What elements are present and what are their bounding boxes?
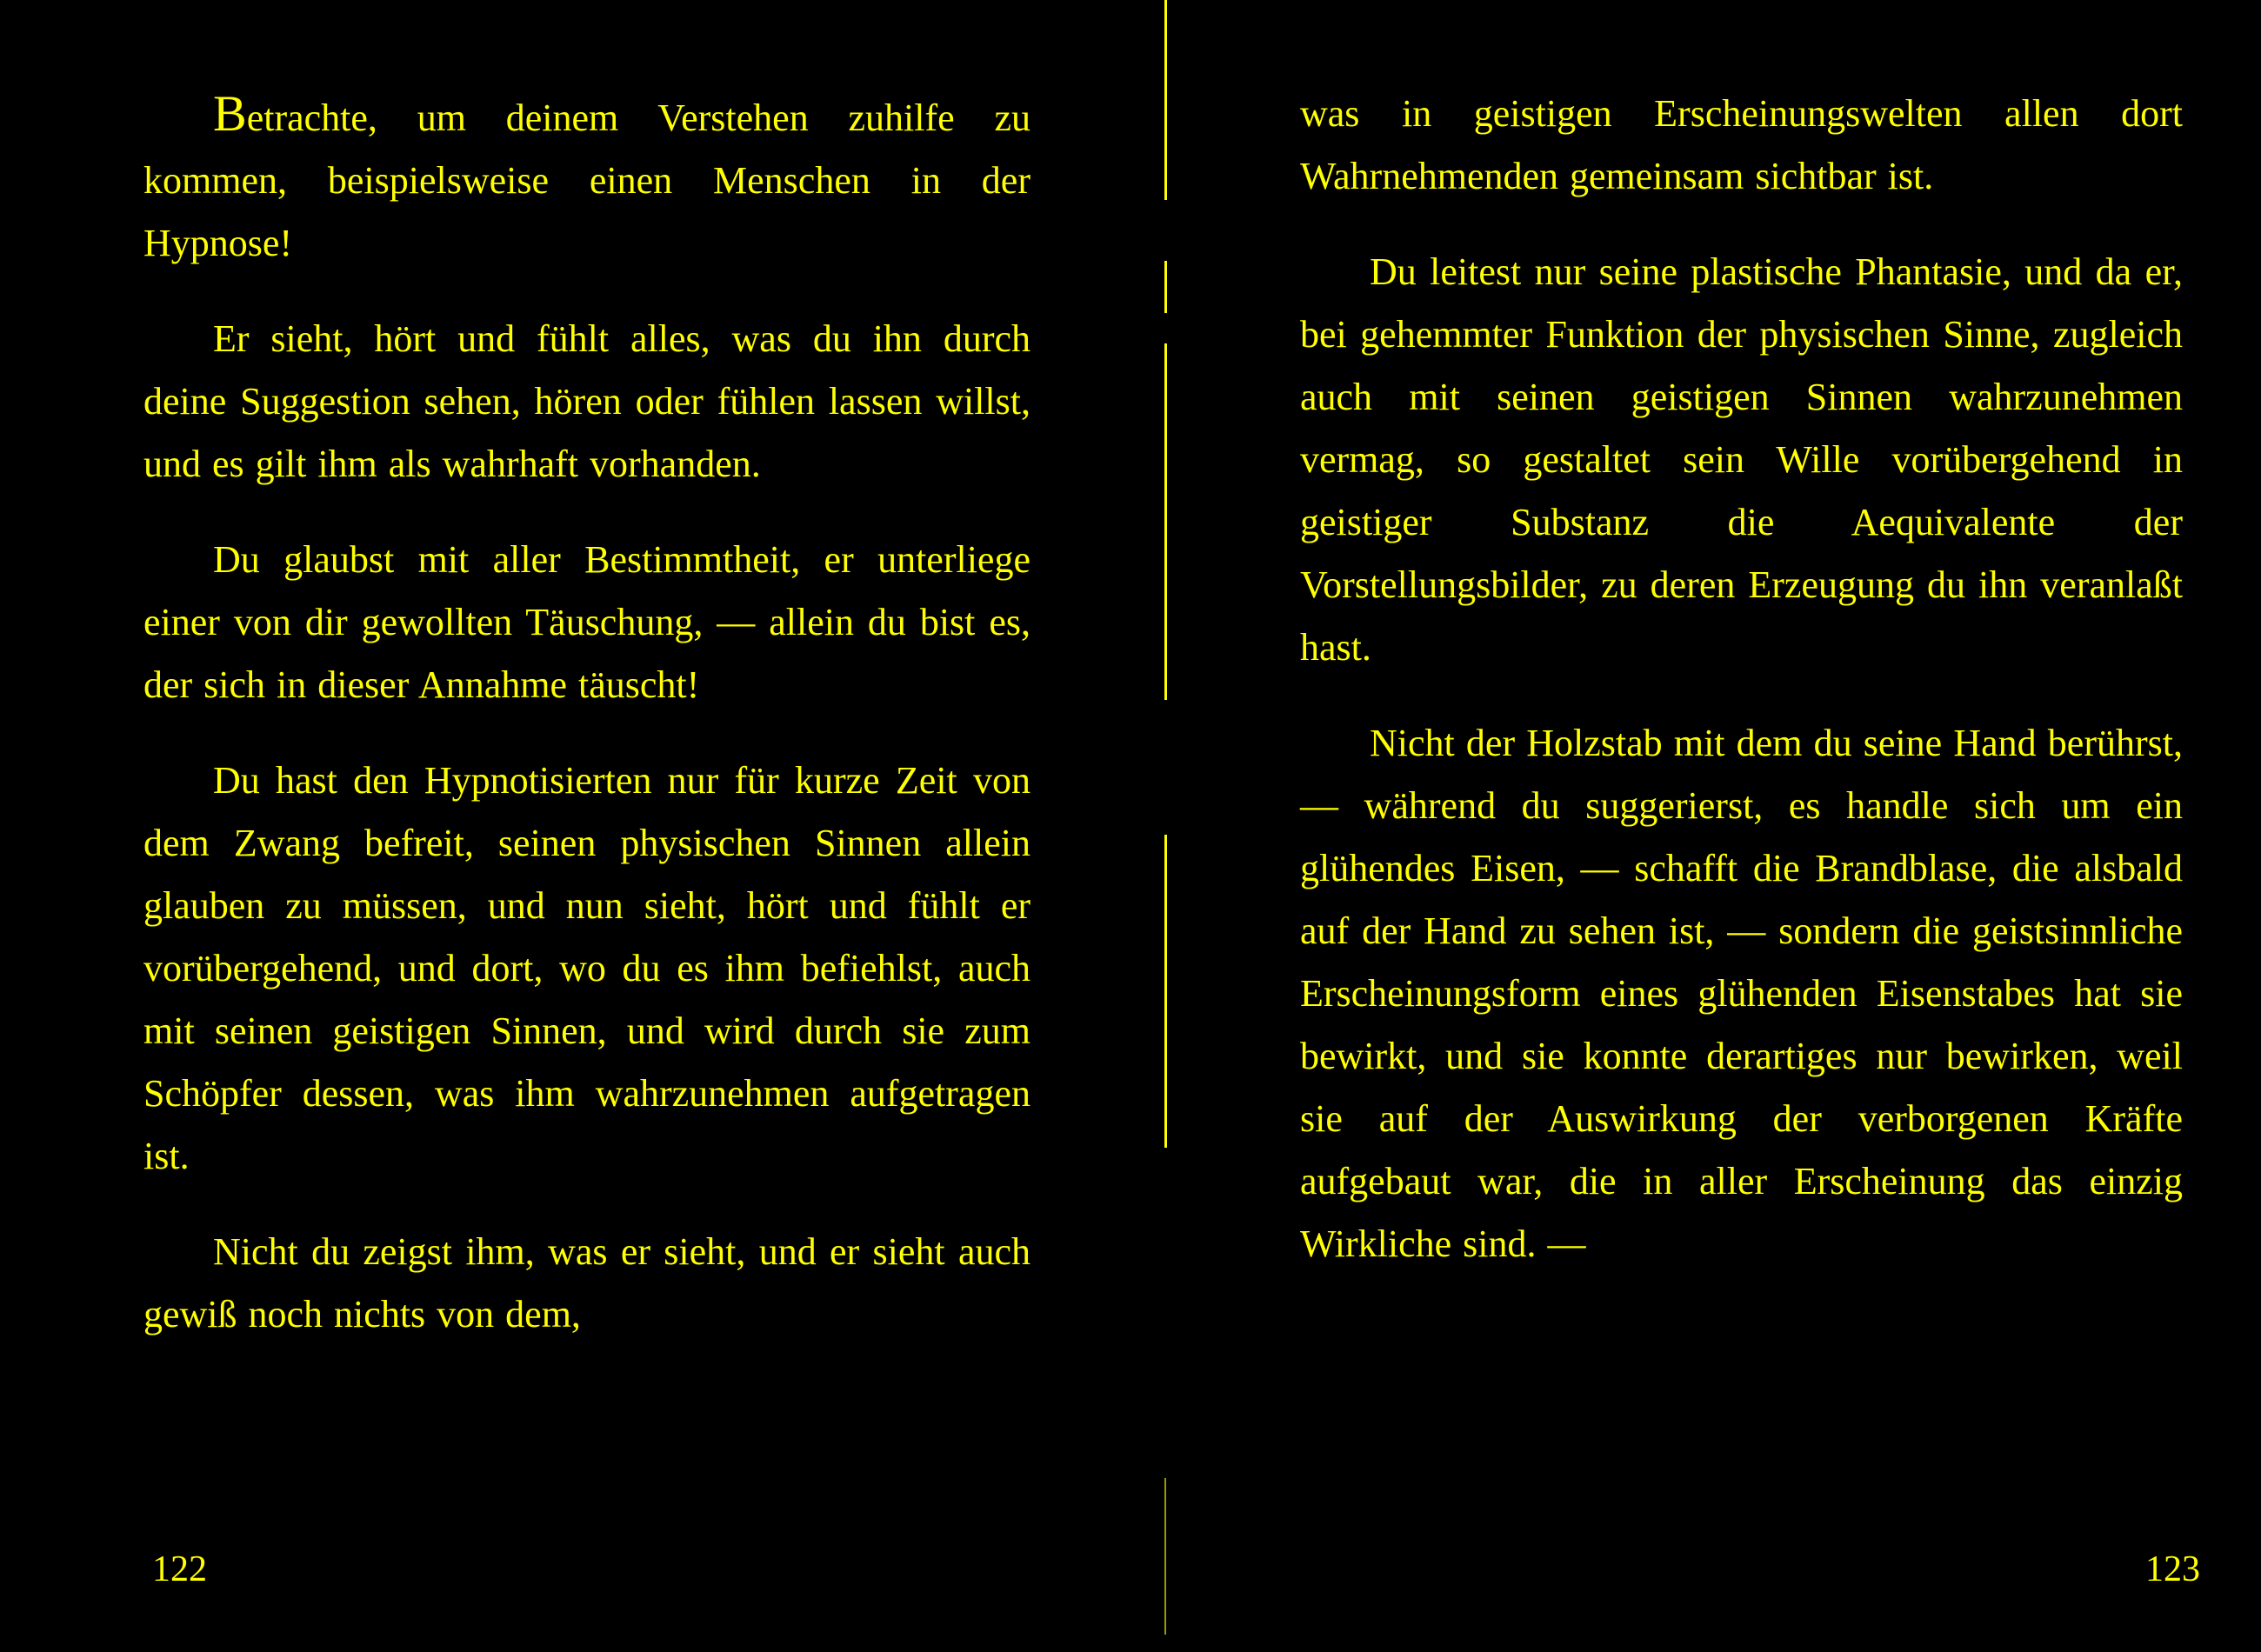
right-page — [1170, 0, 2261, 1652]
gutter-line — [1164, 0, 1167, 200]
paragraph-text: etrachte, um deinem Verstehen zuhilfe zu kommen, beispielsweise einen Menschen in der Hypnose! — [143, 97, 1030, 264]
gutter-line — [1164, 1478, 1166, 1635]
paragraph: Du glaubst mit aller Bestimmtheit, er unterliege einer von dir gewollten Täuschung, — allein du bist es, der sich in dieser Annahme täuscht! — [143, 538, 1030, 706]
right-page-text — [1300, 83, 2183, 1309]
page-number: 123 — [2145, 1549, 2200, 1589]
gutter-line — [1164, 343, 1167, 700]
paragraph: was in geistigen Erscheinungswelten allen dort Wahrnehmenden gemeinsam sichtbar ist. — [1300, 92, 2183, 197]
left-page-text — [143, 83, 1030, 1379]
paragraph: Er sieht, hört und fühlt alles, was du ihn durch deine Suggestion sehen, hören oder fühlen lassen willst, und es gilt ihm als wahrhaft vorhanden. — [143, 317, 1030, 485]
paragraph: Du leitest nur seine plastische Phantasie, und da er, bei gehemmter Funktion der physischen Sinne, zugleich auch mit seinen geistigen Sinnen wahrzunehmen vermag, so gestaltet sein Wille vorübergehend in geistiger Substanz die Aequivalente der Vorstellungsbilder, zu deren Erzeugung du ihn veranlaßt hast. — [1300, 250, 2183, 669]
paragraph: Nicht du zeigst ihm, was er sieht, und er sieht auch gewiß noch nichts von dem, — [143, 1230, 1030, 1336]
paragraph: Nicht der Holzstab mit dem du seine Hand berührst, — während du suggerierst, es handle sich um ein glühendes Eisen, — schafft die Brandblase, die alsbald auf der Hand zu sehen ist, — sondern die geistsinnliche Erscheinungsform eines glühenden Eisenstabes hat sie bewirkt, und sie konnte derartiges nur bewirken, weil sie auf der Auswirkung der verborgenen Kräfte aufgebaut war, die in aller Erscheinung das einzig Wirkliche sind. — — [1300, 722, 2183, 1265]
paragraph: Du hast den Hypnotisierten nur für kurze Zeit von dem Zwang befreit, seinen physischen Sinnen allein glauben zu müssen, und nun sieht, hört und fühlt er vorübergehend, und dort, wo du es ihm befiehlst, auch mit seinen geistigen Sinnen, und wird durch sie zum Schöpfer dessen, was ihm wahrzunehmen aufgetragen ist. — [143, 759, 1030, 1177]
gutter-line — [1164, 261, 1167, 313]
paragraph — [143, 83, 1030, 275]
gutter-line — [1164, 835, 1167, 1148]
page-number: 122 — [152, 1549, 207, 1589]
initial-letter: B — [213, 85, 247, 142]
